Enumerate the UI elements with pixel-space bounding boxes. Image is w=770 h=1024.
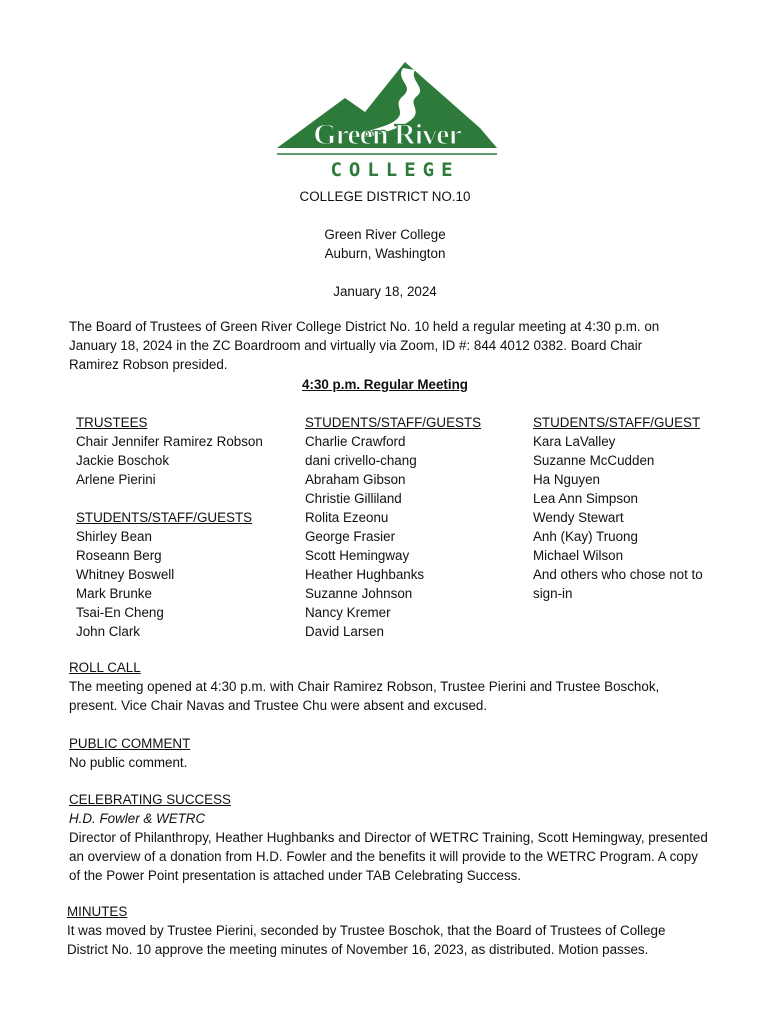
trustee-name: Chair Jennifer Ramirez Robson bbox=[76, 434, 263, 449]
guest-name: Kara LaValley bbox=[533, 434, 616, 449]
public-comment-section bbox=[69, 734, 709, 772]
guest-name: Roseann Berg bbox=[76, 548, 162, 563]
guest-name: And others who chose not to bbox=[533, 567, 703, 582]
attendee-column-3 bbox=[533, 413, 703, 603]
roll-call-text: The meeting opened at 4:30 p.m. with Chair Ramirez Robson, Trustee Pierini and Trustee Boschok, present. Vice Chair Navas and Trustee Chu were absent and excused. bbox=[69, 679, 660, 713]
guest-name: Heather Hughbanks bbox=[305, 567, 425, 582]
guest-name: Abraham Gibson bbox=[305, 472, 406, 487]
guest-name: Nancy Kremer bbox=[305, 605, 391, 620]
guests-heading: STUDENTS/STAFF/GUESTS bbox=[305, 415, 482, 430]
guest-name: Tsai-En Cheng bbox=[76, 605, 164, 620]
guest-name: Shirley Bean bbox=[76, 529, 152, 544]
meeting-heading: 4:30 p.m. Regular Meeting bbox=[302, 377, 468, 392]
roll-call-section bbox=[69, 658, 709, 715]
guest-name: Christie Gilliland bbox=[305, 491, 402, 506]
celebrating-text: Director of Philanthropy, Heather Hughbanks and Director of WETRC Training, Scott Hemingway, presented an overview of a donation from H.D. Fowler and the benefits it will provide to the WETRC Program. A copy of the Power Point presentation is attached under TAB Celebrating Success. bbox=[69, 830, 708, 883]
guest-name: Rolita Ezeonu bbox=[305, 510, 389, 525]
minutes-text: It was moved by Trustee Pierini, seconded by Trustee Boschok, that the Board of Trustees of College District No. 10 approve the meeting minutes of November 16, 2023, as distributed. Motion passes. bbox=[67, 923, 666, 957]
guests-heading: STUDENTS/STAFF/GUEST bbox=[533, 415, 701, 430]
guest-name: dani crivello-chang bbox=[305, 453, 417, 468]
public-comment-heading: PUBLIC COMMENT bbox=[69, 736, 191, 751]
mountain-logo-icon bbox=[275, 60, 500, 180]
celebrating-subheading: H.D. Fowler & WETRC bbox=[69, 811, 206, 826]
college-location: Auburn, Washington bbox=[324, 246, 446, 261]
attendee-column-2 bbox=[305, 413, 481, 641]
green-river-college-logo bbox=[275, 60, 500, 180]
celebrating-success-section bbox=[69, 790, 709, 885]
guest-name: George Frasier bbox=[305, 529, 396, 544]
minutes-heading: MINUTES bbox=[67, 904, 128, 919]
guest-name: Suzanne Johnson bbox=[305, 586, 413, 601]
guest-name: Suzanne McCudden bbox=[533, 453, 655, 468]
guest-name: Scott Hemingway bbox=[305, 548, 410, 563]
celebrating-heading: CELEBRATING SUCCESS bbox=[69, 792, 231, 807]
guest-name: Ha Nguyen bbox=[533, 472, 600, 487]
attendee-column-1 bbox=[76, 413, 263, 641]
trustees-heading: TRUSTEES bbox=[76, 415, 148, 430]
guest-name: Lea Ann Simpson bbox=[533, 491, 638, 506]
guest-name: Charlie Crawford bbox=[305, 434, 406, 449]
logo-name-text: Green River bbox=[313, 118, 461, 151]
guest-name: John Clark bbox=[76, 624, 141, 639]
meeting-date: January 18, 2024 bbox=[333, 284, 437, 299]
college-name: Green River College bbox=[324, 227, 446, 242]
guest-name: David Larsen bbox=[305, 624, 384, 639]
guest-name: Michael Wilson bbox=[533, 548, 624, 563]
guest-name: Mark Brunke bbox=[76, 586, 152, 601]
district-title: COLLEGE DISTRICT NO.10 bbox=[299, 189, 471, 204]
trustee-name: Jackie Boschok bbox=[76, 453, 170, 468]
roll-call-heading: ROLL CALL bbox=[69, 660, 141, 675]
guest-name: sign-in bbox=[533, 586, 573, 601]
guests-heading: STUDENTS/STAFF/GUESTS bbox=[76, 510, 253, 525]
public-comment-text: No public comment. bbox=[69, 755, 188, 770]
guest-name: Whitney Boswell bbox=[76, 567, 175, 582]
trustee-name: Arlene Pierini bbox=[76, 472, 156, 487]
guest-name: Anh (Kay) Truong bbox=[533, 529, 638, 544]
intro-paragraph: The Board of Trustees of Green River College District No. 10 held a regular meeting at 4:30 p.m. on January 18, 2024 in the ZC Boardroom and virtually via Zoom, ID #: 844 4012 0382. Board Chair Ramirez Robson presided. bbox=[69, 319, 660, 372]
minutes-section bbox=[67, 902, 707, 959]
guest-name: Wendy Stewart bbox=[533, 510, 624, 525]
logo-college-text: COLLEGE bbox=[330, 159, 460, 180]
